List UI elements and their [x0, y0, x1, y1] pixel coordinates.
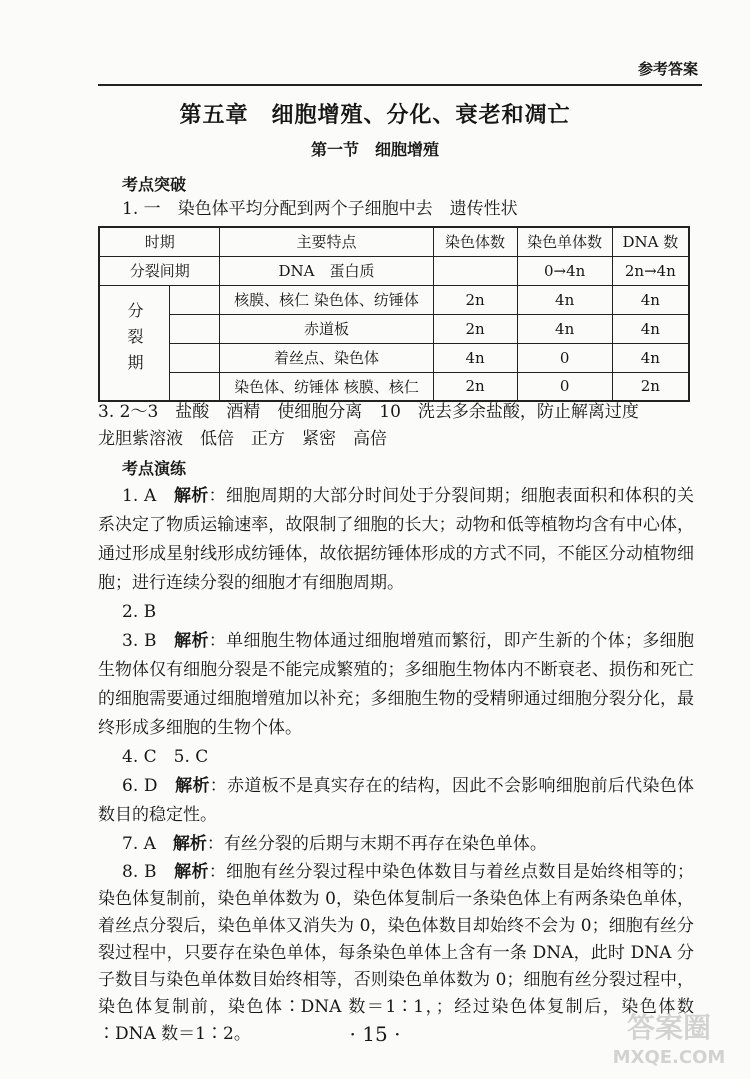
table-cell: 核膜、核仁 染色体、纺锤体: [220, 285, 433, 314]
table-header-cell: DNA 数: [612, 227, 689, 256]
table-cell: 2n: [433, 314, 517, 343]
table-cell: DNA 蛋白质: [220, 256, 433, 285]
table-cell: [170, 285, 220, 314]
table-cell: 4n: [517, 285, 612, 314]
section-title: 第一节 细胞增殖: [310, 140, 439, 159]
table-cell: 4n: [612, 285, 689, 314]
table-cell: 0→4n: [517, 256, 612, 285]
answer-text: ：细胞周期的大部分时间处于分裂间期；细胞表面积和体积的关系决定了物质运输速率，故限制了细胞的长大；动物和低等植物均含有中心体，通过形成星射线形成纺锤体，故依据纺锤体形成的方式不同，不能区分动植物细胞；进行连续分裂的细胞才有细胞周期。: [98, 486, 695, 593]
answer-number: 2. B: [122, 602, 157, 622]
answer-number: 8. B: [122, 862, 157, 882]
answer-item: [98, 772, 694, 830]
table-cell: 2n: [433, 285, 517, 314]
table-cell: 4n: [612, 343, 689, 372]
kaodian-tupo-heading: 考点突破: [122, 175, 187, 194]
table-cell: 分裂间期: [99, 256, 220, 285]
table-cell: 4n: [612, 314, 689, 343]
question-3-line-2: 龙胆紫溶液 低倍 正方 紧密 高倍: [98, 429, 387, 449]
answer-number: 7. A: [122, 834, 156, 854]
table-cell: 0: [517, 343, 612, 372]
kaodian-yanlian-heading: 考点演练: [122, 459, 187, 478]
page-number: · 15 ·: [349, 1022, 401, 1046]
table-cell: 着丝点、染色体: [220, 343, 433, 372]
header-tag: 参考答案: [637, 60, 698, 78]
answer-number: 4. C 5. C: [122, 747, 209, 767]
answer-item: [98, 627, 694, 743]
watermark-bottom: MXQE.COM: [612, 1047, 726, 1068]
answer-label: 解析: [173, 486, 209, 506]
table-cell: [170, 372, 220, 401]
stage-label-cell: [99, 285, 170, 401]
table-row: [99, 285, 689, 314]
table-cell: 4n: [517, 314, 612, 343]
chapter-title: 第五章 细胞增殖、分化、衰老和凋亡: [179, 103, 571, 128]
table-row: [99, 343, 689, 372]
answer-text: ：单细胞生物体通过细胞增殖而繁衍，即产生新的个体；多细胞生物体仅有细胞分裂是不能完成繁殖的；多细胞生物体内不断衰老、损伤和死亡的细胞需要通过细胞增殖加以补充；多细胞生物的受精卵通过细胞分裂分化，最终形成多细胞的生物个体。: [98, 631, 695, 738]
answer-number: 6. D: [122, 776, 158, 796]
table-cell: [170, 343, 220, 372]
answer-text: ：有丝分裂的后期与末期不再存在染色单体。: [206, 834, 547, 854]
table-cell: 2n→4n: [612, 256, 689, 285]
answer-text: ：细胞有丝分裂过程中染色体数目与着丝点数目是始终相等的；染色体复制前，染色单体数为 0，染色体复制后一条染色体上有两条染色单体，着丝点分裂后，染色单体又消失为 0，染色体数目却始终不会为 0；细胞有丝分裂过程中，只要存在染色单体，每条染色单体上含有一条 DNA，此时 DNA 分子数目与染色单体数目始终相等，否则染色单体数为 0；细胞有丝分裂过程中，染色体复制前，染色体∶DNA 数＝1∶1，；经过染色体复制后，染色体数∶DNA 数＝1∶2。: [98, 862, 695, 1044]
table-cell: [433, 256, 517, 285]
answer-item: [98, 743, 694, 772]
answer-item: [98, 598, 694, 627]
table-header-cell: 染色单体数: [517, 227, 612, 256]
header-divider: [98, 84, 702, 86]
cell-cycle-table: [98, 226, 690, 402]
table-row: [99, 314, 689, 343]
table-cell: [170, 314, 220, 343]
table-cell: 0: [517, 372, 612, 401]
table-cell: 2n: [612, 372, 689, 401]
answer-item: [98, 482, 694, 598]
table-cell: 赤道板: [220, 314, 433, 343]
watermark-top: 答案圈: [626, 1011, 712, 1044]
table-cell: 4n: [433, 343, 517, 372]
table-header-cell: 主要特点: [220, 227, 433, 256]
table-cell: 2n: [433, 372, 517, 401]
table-row-interphase: [99, 256, 689, 285]
answer-number: 3. B: [122, 631, 157, 651]
question-1: 1. 一 染色体平均分配到两个子细胞中去 遗传性状: [122, 199, 518, 219]
answer-label: 解析: [175, 776, 210, 796]
table-cell: 染色体、纺锤体 核膜、核仁: [220, 372, 433, 401]
answer-number: 1. A: [122, 486, 157, 506]
answer-label: 解析: [174, 862, 209, 882]
table-header-cell: 染色体数: [433, 227, 517, 256]
watermark-logo: [594, 1005, 744, 1069]
answer-text: ：赤道板不是真实存在的结构，因此不会影响细胞前后代染色体数目的稳定性。: [98, 776, 694, 825]
question-3-line-1: 3. 2～3 盐酸 酒精 使细胞分离 10 洗去多余盐酸，防止解离过度: [98, 402, 639, 422]
table-header-cell: 时期: [99, 227, 220, 256]
answer-item: [98, 830, 694, 859]
table-row: [99, 372, 689, 401]
table-header-row: [99, 227, 689, 256]
answer-label: 解析: [174, 631, 209, 651]
answer-label: 解析: [172, 834, 207, 854]
stage-label: 分裂期: [125, 301, 144, 380]
